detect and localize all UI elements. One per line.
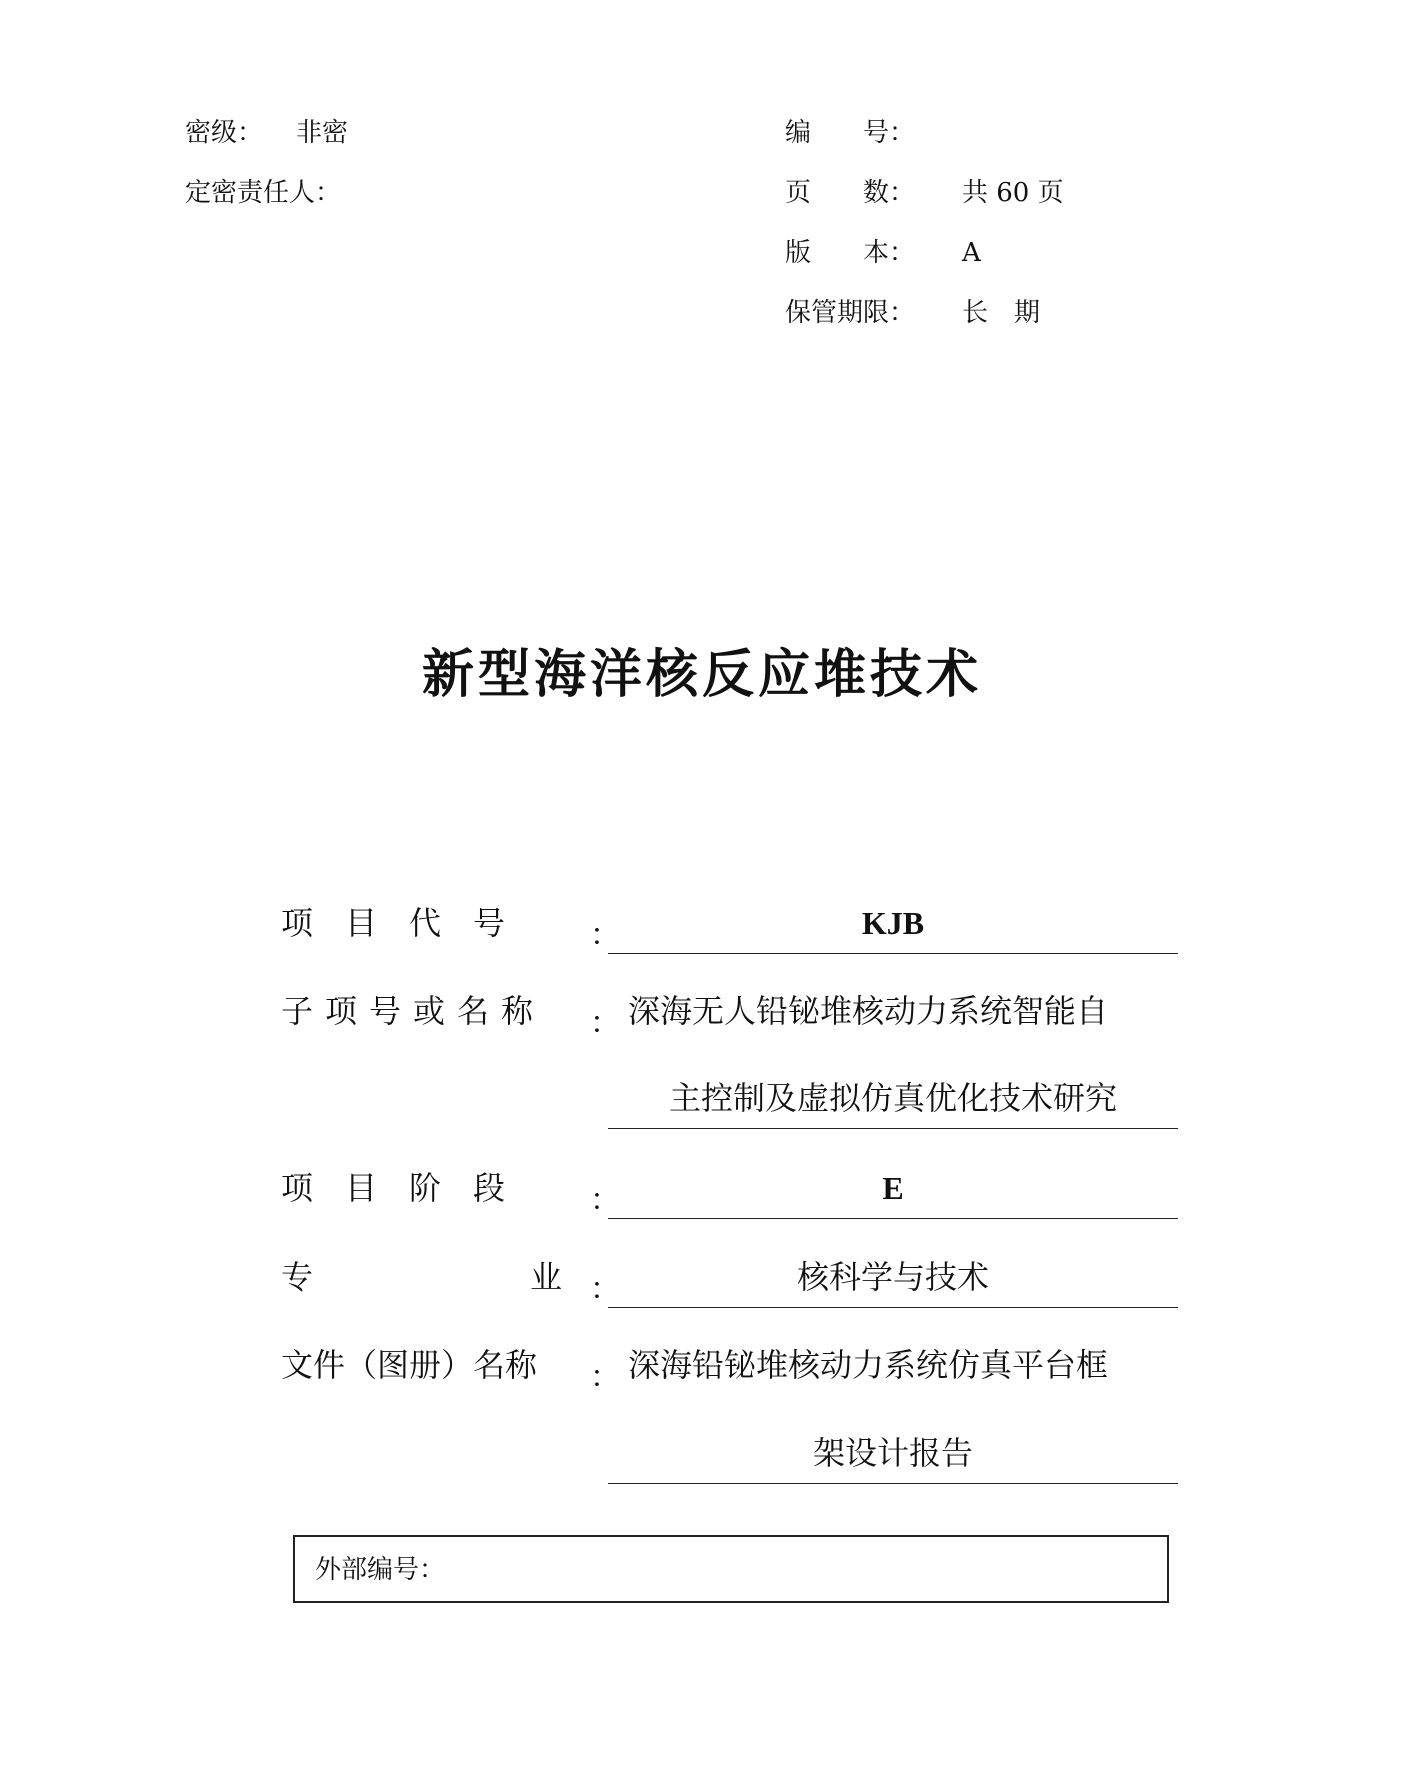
subproject-label: 子项号或名称 bbox=[281, 992, 546, 1030]
retention-label: 保管期限： bbox=[785, 298, 916, 328]
external-number-label: 外部编号： bbox=[315, 1555, 446, 1585]
retention-value: 长 期 bbox=[962, 298, 1041, 328]
document-name-underline bbox=[608, 1483, 1178, 1484]
document-title: 新型海洋核反应堆技术 bbox=[421, 645, 982, 705]
subproject-colon: ： bbox=[590, 1006, 620, 1041]
document-name-value-line2: 架设计报告 bbox=[812, 1434, 973, 1472]
external-number-box bbox=[293, 1535, 1169, 1603]
project-code-label: 项 目 代 号 bbox=[281, 904, 506, 942]
specialty-value: 核科学与技术 bbox=[796, 1258, 989, 1296]
number-label: 编 号： bbox=[785, 118, 916, 148]
subproject-underline bbox=[608, 1128, 1178, 1129]
stage-value: E bbox=[882, 1170, 904, 1206]
subproject-value-line2: 主控制及虚拟仿真优化技术研究 bbox=[668, 1079, 1117, 1117]
specialty-colon: ： bbox=[590, 1272, 620, 1307]
project-code-value: KJB bbox=[861, 905, 925, 941]
document-name-value-line1: 深海铅铋堆核动力系统仿真平台框 bbox=[628, 1346, 1109, 1384]
stage-label: 项 目 阶 段 bbox=[281, 1169, 506, 1207]
custodian-label: 定密责任人： bbox=[185, 178, 342, 208]
classification-label: 密级： bbox=[185, 118, 264, 148]
project-code-colon: ： bbox=[590, 918, 620, 953]
version-label: 版 本： bbox=[785, 238, 916, 268]
document-name-colon: ： bbox=[590, 1360, 620, 1395]
stage-colon: ： bbox=[590, 1183, 620, 1218]
specialty-label-second: 业 bbox=[530, 1258, 563, 1296]
classification-value: 非密 bbox=[296, 118, 349, 148]
version-value: A bbox=[962, 238, 981, 268]
document-name-label: 文件（图册）名称 bbox=[281, 1346, 538, 1384]
pages-value: 共 60 页 bbox=[962, 178, 1064, 208]
specialty-label-first: 专 bbox=[281, 1258, 314, 1296]
specialty-underline bbox=[608, 1307, 1178, 1308]
subproject-value-line1: 深海无人铅铋堆核动力系统智能自 bbox=[628, 992, 1109, 1030]
stage-underline bbox=[608, 1218, 1178, 1219]
project-code-underline bbox=[608, 953, 1178, 954]
pages-label: 页 数： bbox=[785, 178, 916, 208]
